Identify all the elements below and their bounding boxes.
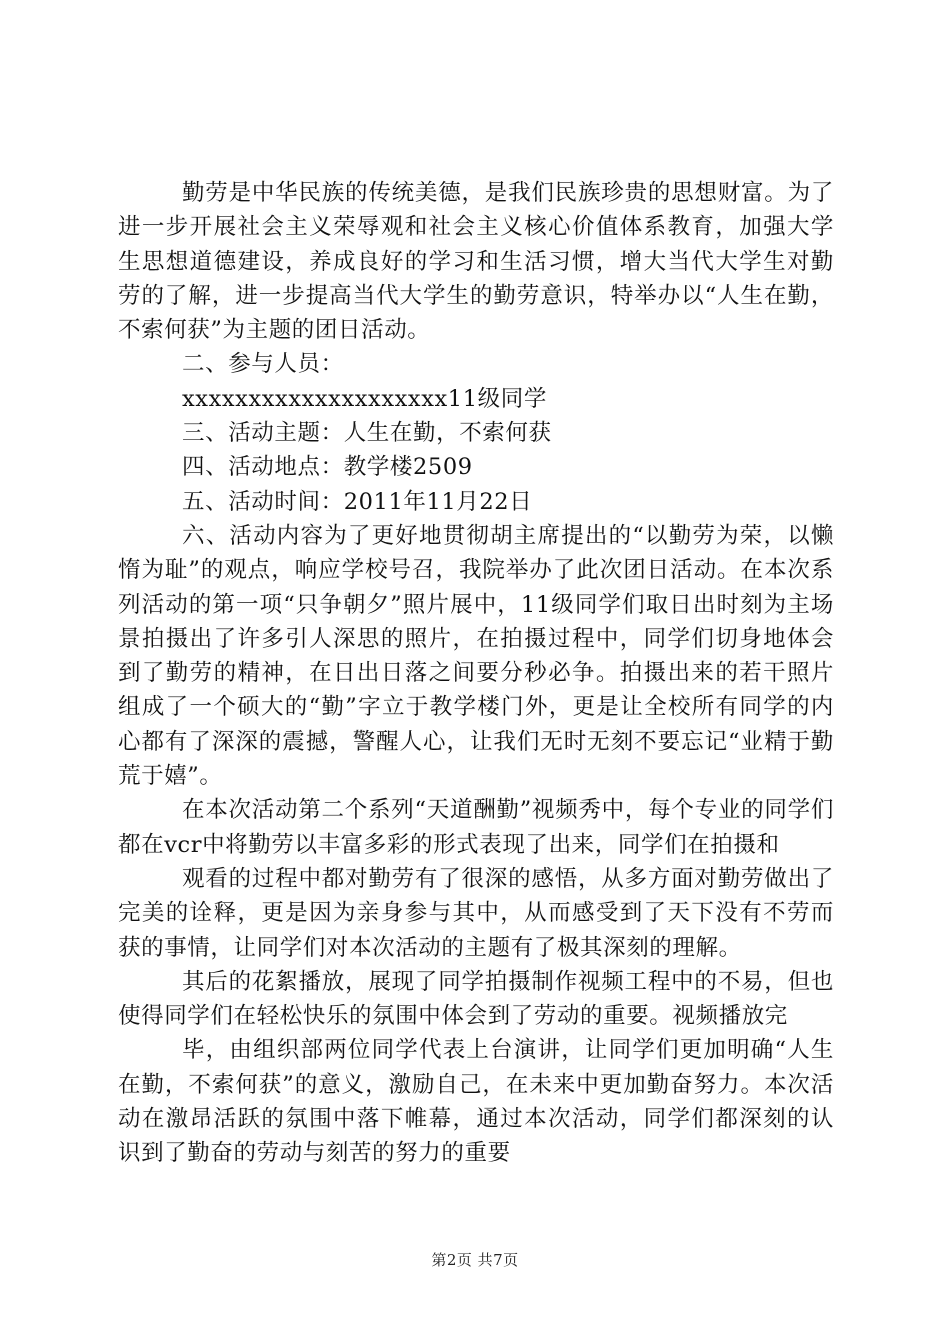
page-number-footer: 第2页 共7页 xyxy=(431,1251,519,1269)
paragraph-participants: xxxxxxxxxxxxxxxxxxxx11级同学 xyxy=(182,385,547,412)
paragraph-location: 四、活动地点：教学楼2509 xyxy=(182,454,473,481)
paragraph-content: 六、活动内容为了更好地贯彻胡主席提出的“以勤劳为荣，以懒惰为耻”的观点，响应学校号召，我院举办了此次团日活动。在本次系列活动的第一项“只争朝夕”照片展中，11级同学们取日出时刻为主场景拍摄出了许多引人深思的照片，在拍摄过程中，同学们切身地体会到了勤劳的精神，在日出日落之间要分秒必争。拍摄出来的若干照片组成了一个硕大的“勤”字立于教学楼门外，更是让全校所有同学的内心都有了深深的震撼，警醒人心，让我们无时无刻不要忘记“业精于勤荒于嬉”。 xyxy=(118,522,834,790)
paragraph-highlights: 其后的花絮播放，展现了同学拍摄制作视频工程中的不易，但也使得同学们在轻松快乐的氛围中体会到了劳动的重要。视频播放完 xyxy=(118,968,834,1030)
paragraph-video-show: 在本次活动第二个系列“天道酬勤”视频秀中，每个专业的同学们都在vcr中将勤劳以丰富多彩的形式表现了出来，同学们在拍摄和 xyxy=(118,797,834,858)
paragraph-participants-heading: 二、参与人员： xyxy=(182,351,344,378)
paragraph-theme: 三、活动主题：人生在勤，不索何获 xyxy=(182,420,552,447)
paragraph-viewing: 观看的过程中都对勤劳有了很深的感悟，从多方面对勤劳做出了完美的诠释，更是因为亲身参与其中，从而感受到了天下没有不劳而获的事情，让同学们对本次活动的主题有了极其深刻的理解。 xyxy=(118,865,834,961)
paragraph-intro: 勤劳是中华民族的传统美德，是我们民族珍贵的思想财富。为了进一步开展社会主义荣辱观和社会主义核心价值体系教育，加强大学生思想道德建设，养成良好的学习和生活习惯，增大当代大学生对勤劳的了解，进一步提高当代大学生的勤劳意识，特举办以“人生在勤，不索何获”为主题的团日活动。 xyxy=(118,180,834,344)
paragraph-time: 五、活动时间：2011年11月22日 xyxy=(182,488,533,515)
paragraph-conclusion: 毕，由组织部两位同学代表上台演讲，让同学们更加明确“人生在勤，不索何获”的意义，激励自己，在未来中更加勤奋努力。本次活动在激昂活跃的氛围中落下帷幕，通过本次活动，同学们都深刻的认识到了勤奋的劳动与刻苦的努力的重要 xyxy=(118,1037,834,1167)
document-body xyxy=(118,176,834,1171)
